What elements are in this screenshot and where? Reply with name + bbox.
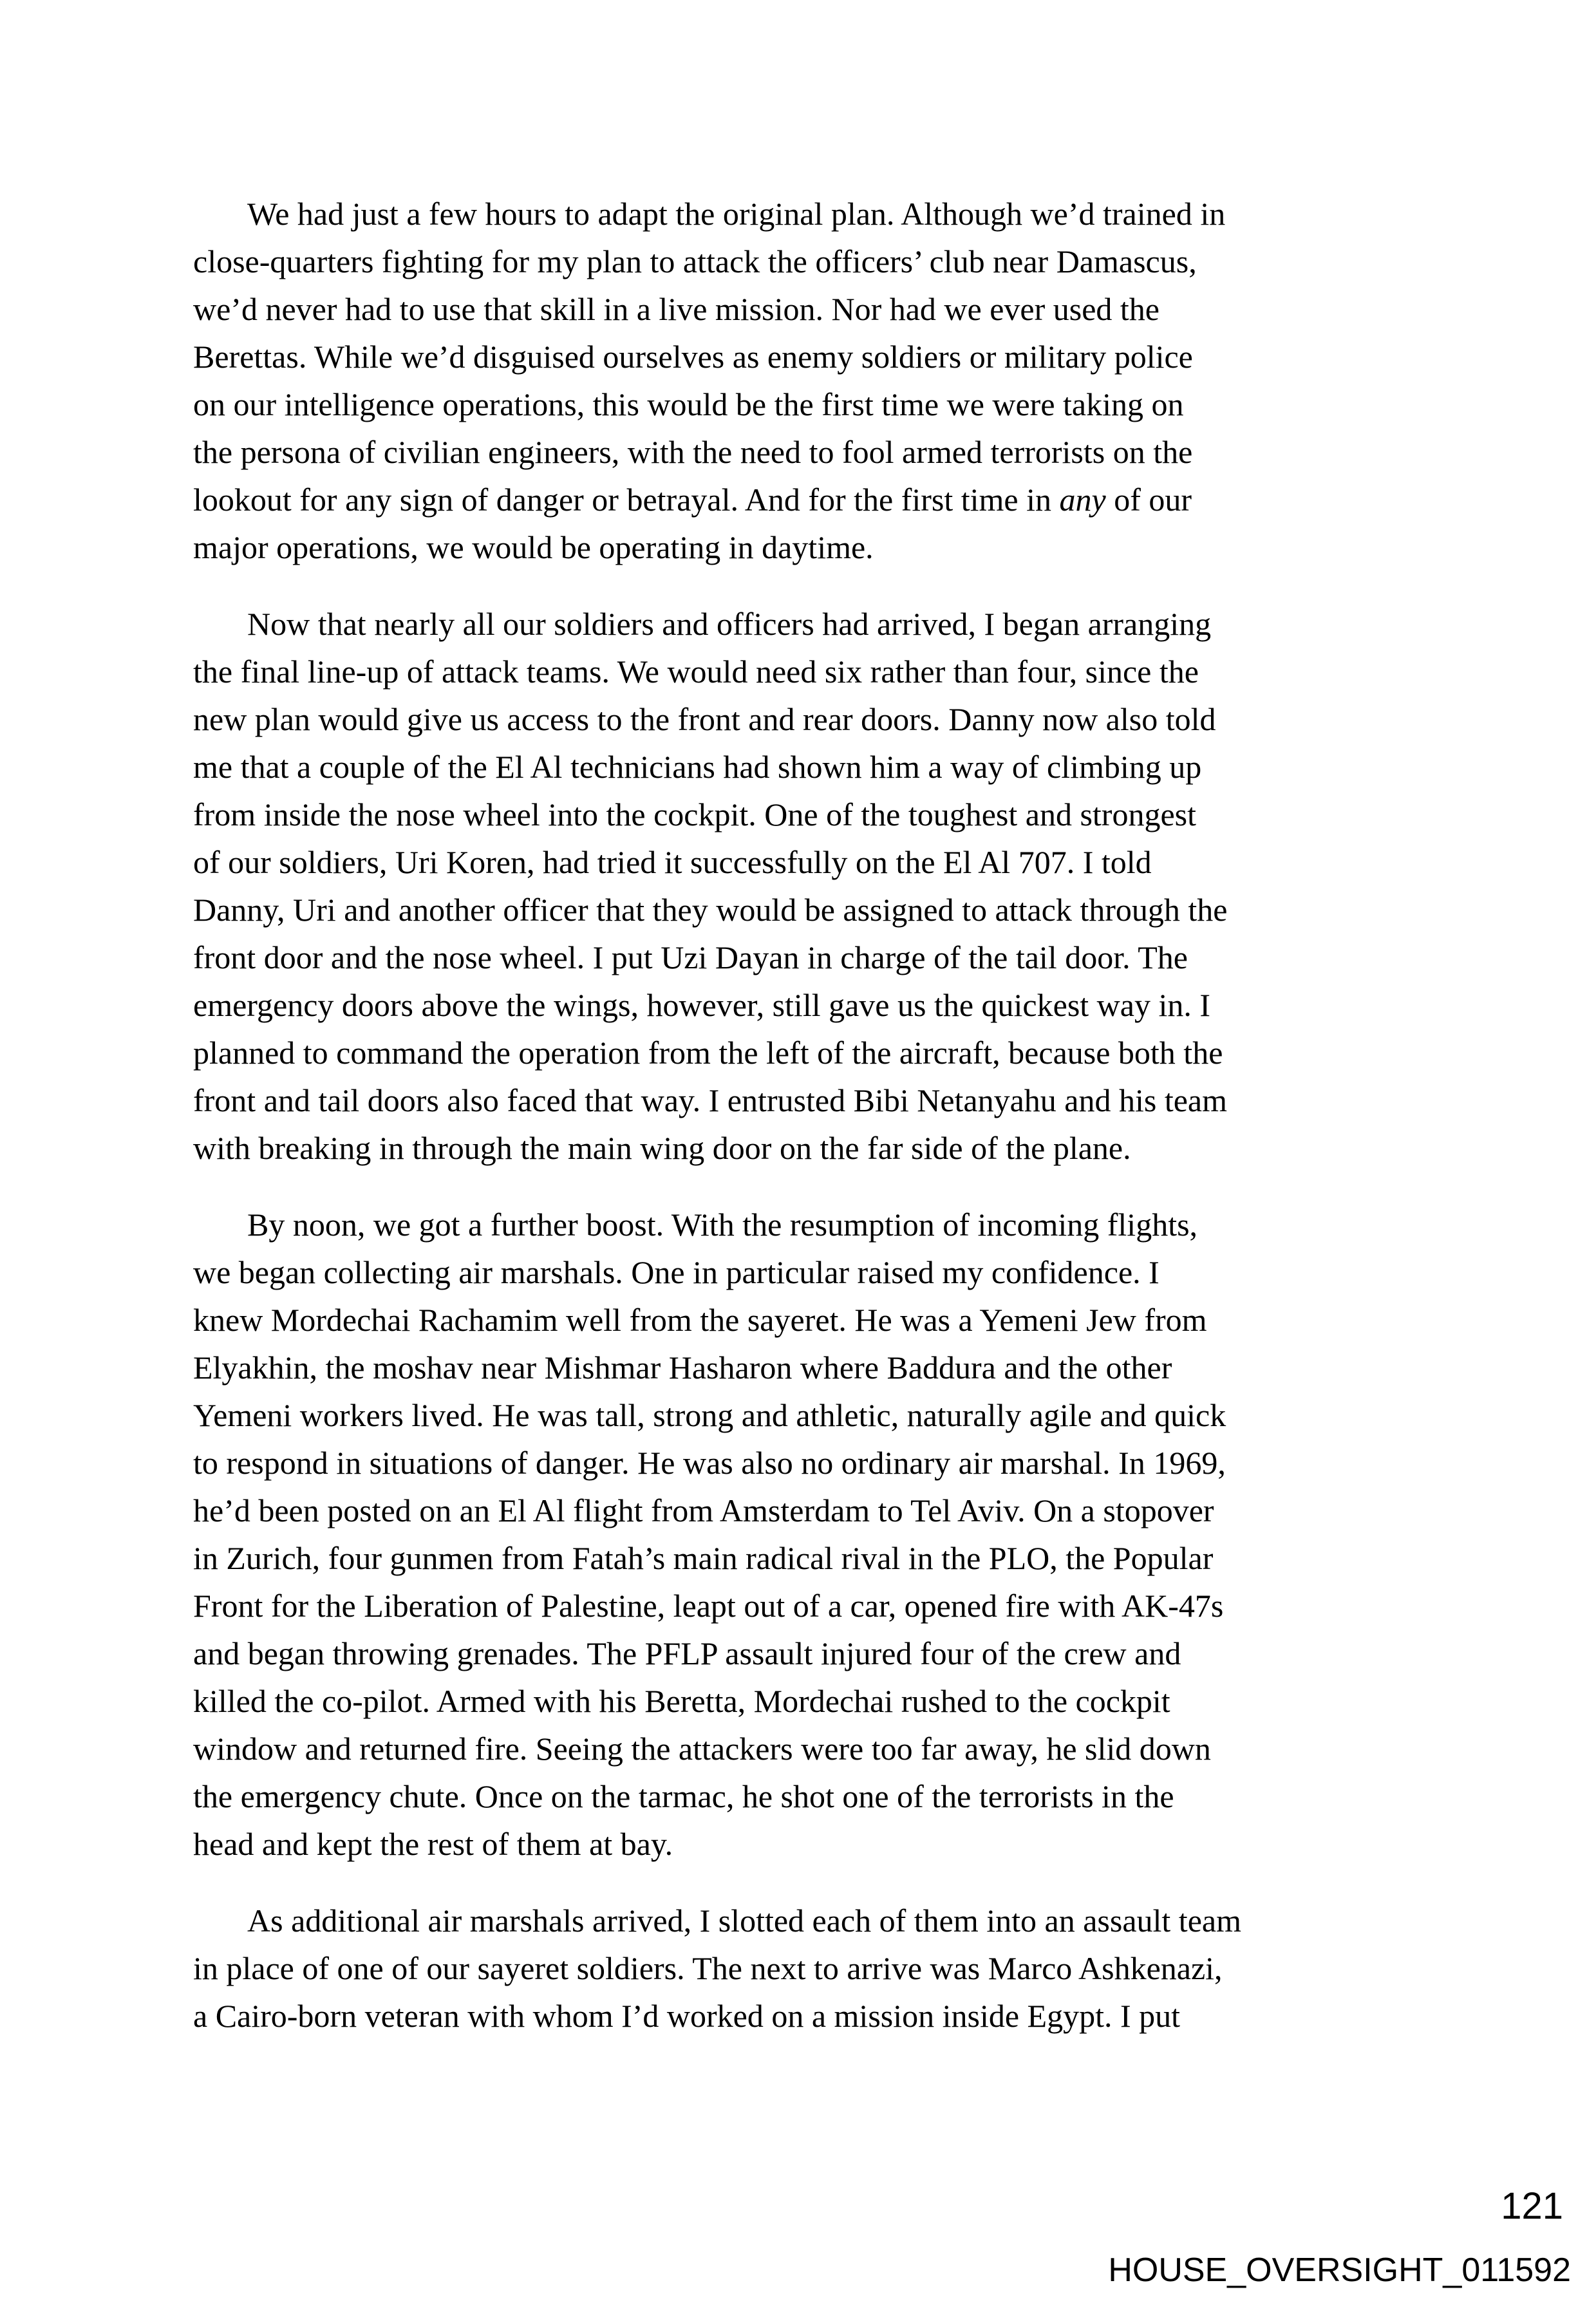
- text-line: to respond in situations of danger. He was also no ordinary air marshal. In 1969,: [193, 1445, 1226, 1481]
- text-line: we’d never had to use that skill in a live mission. Nor had we ever used the: [193, 291, 1160, 327]
- paragraph: [193, 1897, 1416, 2040]
- text-line: in Zurich, four gunmen from Fatah’s main radical rival in the PLO, the Popular: [193, 1540, 1214, 1576]
- text-line: of our soldiers, Uri Koren, had tried it successfully on the El Al 707. I told: [193, 844, 1152, 880]
- text-line: the emergency chute. Once on the tarmac, he shot one of the terrorists in the: [193, 1778, 1174, 1814]
- paragraph: [193, 1201, 1416, 1868]
- paragraph: [193, 600, 1416, 1172]
- text-line: close-quarters fighting for my plan to attack the officers’ club near Damascus,: [193, 243, 1197, 279]
- text-line: Danny, Uri and another officer that they would be assigned to attack through the: [193, 892, 1228, 928]
- text-line: knew Mordechai Rachamim well from the sayeret. He was a Yemeni Jew from: [193, 1302, 1207, 1338]
- page-text: [193, 190, 1416, 2040]
- text-line: killed the co-pilot. Armed with his Beretta, Mordechai rushed to the cockpit: [193, 1683, 1170, 1719]
- text-line: front and tail doors also faced that way. I entrusted Bibi Netanyahu and his team: [193, 1082, 1228, 1118]
- text-line: Elyakhin, the moshav near Mishmar Hasharon where Baddura and the other: [193, 1349, 1172, 1386]
- text-line: from inside the nose wheel into the cockpit. One of the toughest and strongest: [193, 796, 1196, 832]
- text-line: As additional air marshals arrived, I slotted each of them into an assault team: [247, 1903, 1241, 1939]
- text-line: planned to command the operation from the left of the aircraft, because both the: [193, 1035, 1223, 1071]
- text-line: head and kept the rest of them at bay.: [193, 1826, 673, 1862]
- text-line: Front for the Liberation of Palestine, leapt out of a car, opened fire with AK-47s: [193, 1588, 1224, 1624]
- text-line: new plan would give us access to the front and rear doors. Danny now also told: [193, 701, 1216, 737]
- text-line: front door and the nose wheel. I put Uzi Dayan in charge of the tail door. The: [193, 939, 1188, 975]
- text-line: By noon, we got a further boost. With the resumption of incoming flights,: [247, 1207, 1198, 1243]
- text-line: the final line-up of attack teams. We would need six rather than four, since the: [193, 653, 1199, 690]
- text-line: with breaking in through the main wing door on the far side of the plane.: [193, 1130, 1131, 1166]
- text-line: emergency doors above the wings, however, still gave us the quickest way in. I: [193, 987, 1211, 1023]
- text-line: Now that nearly all our soldiers and officers had arrived, I began arranging: [247, 606, 1212, 642]
- text-line: lookout for any sign of danger or betrayal. And for the first time in any of our: [193, 482, 1192, 518]
- page-number: 121: [1501, 2185, 1563, 2227]
- text-line: and began throwing grenades. The PFLP assault injured four of the crew and: [193, 1635, 1181, 1671]
- text-line: in place of one of our sayeret soldiers. The next to arrive was Marco Ashkenazi,: [193, 1950, 1223, 1986]
- text-line: a Cairo-born veteran with whom I’d worked on a mission inside Egypt. I put: [193, 1998, 1181, 2034]
- text-line: the persona of civilian engineers, with the need to fool armed terrorists on the: [193, 434, 1193, 470]
- paragraph: [193, 190, 1416, 571]
- text-line: Yemeni workers lived. He was tall, strong and athletic, naturally agile and quick: [193, 1397, 1226, 1433]
- text-line: We had just a few hours to adapt the original plan. Although we’d trained in: [247, 196, 1226, 232]
- text-line: major operations, we would be operating in daytime.: [193, 529, 874, 565]
- text-line: Berettas. While we’d disguised ourselves as enemy soldiers or military police: [193, 339, 1193, 375]
- bates-stamp: HOUSE_OVERSIGHT_011592: [1108, 2251, 1571, 2289]
- text-line: window and returned fire. Seeing the attackers were too far away, he slid down: [193, 1731, 1211, 1767]
- text-line: me that a couple of the El Al technicians had shown him a way of climbing up: [193, 749, 1202, 785]
- text-line: he’d been posted on an El Al flight from Amsterdam to Tel Aviv. On a stopover: [193, 1492, 1214, 1528]
- text-line: we began collecting air marshals. One in particular raised my confidence. I: [193, 1254, 1159, 1290]
- text-line: on our intelligence operations, this would be the first time we were taking on: [193, 386, 1184, 422]
